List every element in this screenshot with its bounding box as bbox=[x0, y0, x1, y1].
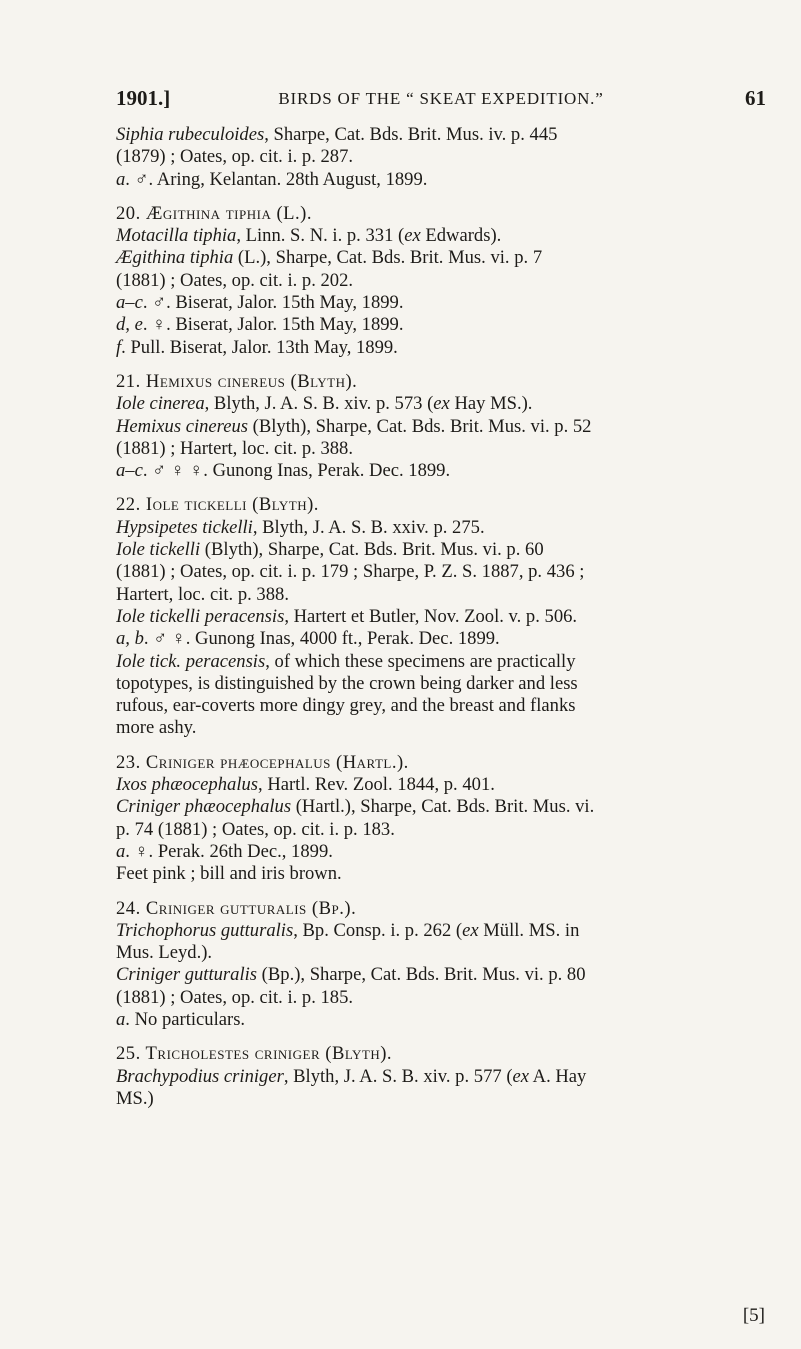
text-line bbox=[116, 337, 766, 359]
italic-text: Siphia rubeculoides bbox=[116, 124, 265, 145]
text-segment: . ♂ ♀. Gunong Inas, 4000 ft., Perak. Dec. 1899. bbox=[143, 628, 500, 650]
italic-text: Criniger gutturalis bbox=[116, 964, 258, 986]
text-line bbox=[116, 964, 766, 986]
text-line bbox=[116, 920, 766, 942]
text-segment: Hartert, loc. cit. p. 388. bbox=[116, 583, 289, 605]
text-line bbox=[116, 247, 766, 269]
italic-text: f bbox=[116, 336, 122, 358]
text-segment: (Blyth), Sharpe, Cat. Bds. Brit. Mus. vi. p. 60 bbox=[200, 539, 544, 561]
text-line bbox=[116, 673, 766, 695]
italic-text: Criniger phæocephalus bbox=[116, 796, 292, 818]
text-segment: p. 74 (1881) ; Oates, op. cit. i. p. 183. bbox=[116, 818, 395, 840]
species-heading: 21. Hemixus cinereus (Blyth). bbox=[116, 370, 358, 392]
text-segment: Mus. Leyd.). bbox=[116, 942, 213, 964]
header-running-title: BIRDS OF THE “ SKEAT EXPEDITION.” bbox=[278, 89, 604, 108]
italic-text: ex bbox=[462, 919, 479, 941]
text-line bbox=[116, 819, 766, 841]
italic-text: ex bbox=[512, 1065, 530, 1087]
species-heading: 20. Ægithina tiphia (L.). bbox=[116, 202, 313, 224]
text-segment: Müll. MS. in bbox=[478, 919, 580, 941]
italic-text: a bbox=[116, 1008, 126, 1030]
text-line bbox=[116, 695, 766, 717]
text-segment: (Hartl.), Sharpe, Cat. Bds. Brit. Mus. vi. bbox=[291, 796, 595, 818]
text-segment: Hay MS.). bbox=[449, 393, 533, 415]
italic-text: Trichophorus gutturalis bbox=[116, 919, 294, 941]
italic-text: Iole tickelli peracensis bbox=[116, 605, 285, 627]
text-line bbox=[116, 863, 766, 885]
text-line bbox=[116, 438, 766, 460]
printer-signature: [5] bbox=[742, 1305, 765, 1326]
text-segment: Edwards). bbox=[420, 225, 502, 247]
italic-text: ex bbox=[433, 393, 450, 415]
text-segment: (Blyth), Sharpe, Cat. Bds. Brit. Mus. vi. p. 52 bbox=[248, 415, 592, 437]
text-segment: , Bp. Consp. i. p. 262 ( bbox=[293, 919, 463, 941]
text-line bbox=[116, 292, 766, 314]
italic-text: a–c bbox=[116, 460, 143, 482]
text-segment: (1881) ; Oates, op. cit. i. p. 202. bbox=[116, 269, 354, 291]
text-line bbox=[116, 717, 766, 739]
italic-text: Motacilla tiphia bbox=[116, 225, 237, 247]
text-segment: , Linn. S. N. i. p. 331 ( bbox=[236, 225, 405, 247]
text-segment: MS.) bbox=[116, 1087, 154, 1109]
text-segment: , Hartert et Butler, Nov. Zool. v. p. 506. bbox=[284, 605, 578, 627]
entry-gap bbox=[116, 482, 766, 494]
page-body bbox=[116, 124, 766, 1110]
text-line bbox=[116, 561, 766, 583]
text-line bbox=[116, 1066, 766, 1088]
italic-text: Ixos phæocephalus bbox=[116, 774, 259, 796]
entry-gap bbox=[116, 1031, 766, 1043]
italic-text: d, e bbox=[116, 314, 143, 336]
text-segment: . ♂. Biserat, Jalor. 15th May, 1899. bbox=[142, 292, 404, 314]
text-segment: . No particulars. bbox=[125, 1008, 246, 1030]
text-segment: rufous, ear-coverts more dingy grey, and the breast and flanks bbox=[116, 695, 576, 717]
text-line bbox=[116, 584, 766, 606]
species-entry bbox=[116, 124, 766, 191]
italic-text: ex bbox=[404, 225, 421, 247]
species-heading: 23. Criniger phæocephalus (Hartl.). bbox=[116, 751, 409, 773]
text-segment: , Blyth, J. A. S. B. xiv. p. 573 ( bbox=[204, 393, 434, 415]
species-entry bbox=[116, 359, 766, 482]
text-line bbox=[116, 416, 766, 438]
text-segment: , of which these specimens are practically bbox=[265, 650, 576, 672]
text-line bbox=[116, 517, 766, 539]
text-line bbox=[116, 124, 766, 146]
text-segment: (L.), Sharpe, Cat. Bds. Brit. Mus. vi. p. 7 bbox=[233, 247, 543, 269]
text-segment: , Blyth, J. A. S. B. xxiv. p. 275. bbox=[252, 516, 485, 538]
italic-text: a bbox=[116, 840, 126, 862]
species-entry bbox=[116, 191, 766, 359]
text-line bbox=[116, 841, 766, 863]
text-segment: . ♂. Aring, Kelantan. 28th August, 1899. bbox=[125, 168, 428, 190]
species-entry bbox=[116, 1031, 766, 1110]
text-line bbox=[116, 774, 766, 796]
text-segment: topotypes, is distinguished by the crown being darker and less bbox=[116, 672, 578, 694]
italic-text: Ægithina tiphia bbox=[116, 247, 234, 269]
text-segment: (1881) ; Hartert, loc. cit. p. 388. bbox=[116, 437, 354, 459]
header-year: 1901.] bbox=[116, 86, 171, 110]
text-line bbox=[116, 1088, 766, 1110]
text-line bbox=[116, 628, 766, 650]
species-entry bbox=[116, 740, 766, 886]
text-line bbox=[116, 942, 766, 964]
text-segment: , Blyth, J. A. S. B. xiv. p. 577 ( bbox=[283, 1065, 513, 1087]
running-header bbox=[116, 86, 766, 116]
text-segment: . ♀. Biserat, Jalor. 15th May, 1899. bbox=[142, 314, 404, 336]
entry-gap bbox=[116, 740, 766, 752]
species-heading: 22. Iole tickelli (Blyth). bbox=[116, 494, 319, 516]
text-line bbox=[116, 169, 766, 191]
text-line bbox=[116, 539, 766, 561]
text-line bbox=[116, 225, 766, 247]
species-entry bbox=[116, 482, 766, 739]
text-segment: more ashy. bbox=[116, 717, 197, 739]
species-heading: 25. Tricholestes criniger (Blyth). bbox=[116, 1043, 393, 1065]
species-heading: 24. Criniger gutturalis (Bp.). bbox=[116, 897, 357, 919]
text-line bbox=[116, 460, 766, 482]
text-segment: . ♀. Perak. 26th Dec., 1899. bbox=[125, 840, 333, 862]
entry-gap bbox=[116, 886, 766, 898]
text-segment: . Pull. Biserat, Jalor. 13th May, 1899. bbox=[121, 336, 398, 358]
text-line bbox=[116, 796, 766, 818]
text-segment: Feet pink ; bill and iris brown. bbox=[116, 863, 342, 885]
text-line bbox=[116, 987, 766, 1009]
text-segment: . ♂ ♀ ♀. Gunong Inas, Perak. Dec. 1899. bbox=[142, 460, 451, 482]
text-segment: (1879) ; Oates, op. cit. i. p. 287. bbox=[116, 146, 354, 168]
italic-text: Hypsipetes tickelli bbox=[116, 516, 253, 538]
text-line bbox=[116, 1009, 766, 1031]
text-segment: , Hartl. Rev. Zool. 1844, p. 401. bbox=[258, 774, 495, 796]
text-line bbox=[116, 314, 766, 336]
entry-gap bbox=[116, 191, 766, 203]
text-line bbox=[116, 146, 766, 168]
italic-text: Brachypodius criniger bbox=[116, 1065, 284, 1087]
italic-text: a bbox=[116, 168, 126, 190]
italic-text: a–c bbox=[116, 292, 143, 314]
italic-text: Iole tickelli bbox=[116, 539, 201, 561]
italic-text: Iole cinerea bbox=[116, 393, 205, 415]
text-segment: (1881) ; Oates, op. cit. i. p. 179 ; Sharpe, P. Z. S. 1887, p. 436 ; bbox=[116, 561, 585, 583]
entry-gap bbox=[116, 359, 766, 371]
italic-text: Iole tick. peracensis bbox=[116, 650, 266, 672]
text-segment: (1881) ; Oates, op. cit. i. p. 185. bbox=[116, 986, 354, 1008]
text-line bbox=[116, 606, 766, 628]
italic-text: a, b bbox=[116, 628, 144, 650]
page-number: 61 bbox=[745, 86, 766, 110]
text-segment: , Sharpe, Cat. Bds. Brit. Mus. iv. p. 445 bbox=[264, 124, 558, 145]
text-segment: A. Hay bbox=[529, 1065, 587, 1087]
text-line bbox=[116, 651, 766, 673]
text-line bbox=[116, 270, 766, 292]
italic-text: Hemixus cinereus bbox=[116, 415, 249, 437]
species-entry bbox=[116, 886, 766, 1032]
text-segment: (Bp.), Sharpe, Cat. Bds. Brit. Mus. vi. p. 80 bbox=[257, 964, 586, 986]
text-line bbox=[116, 393, 766, 415]
